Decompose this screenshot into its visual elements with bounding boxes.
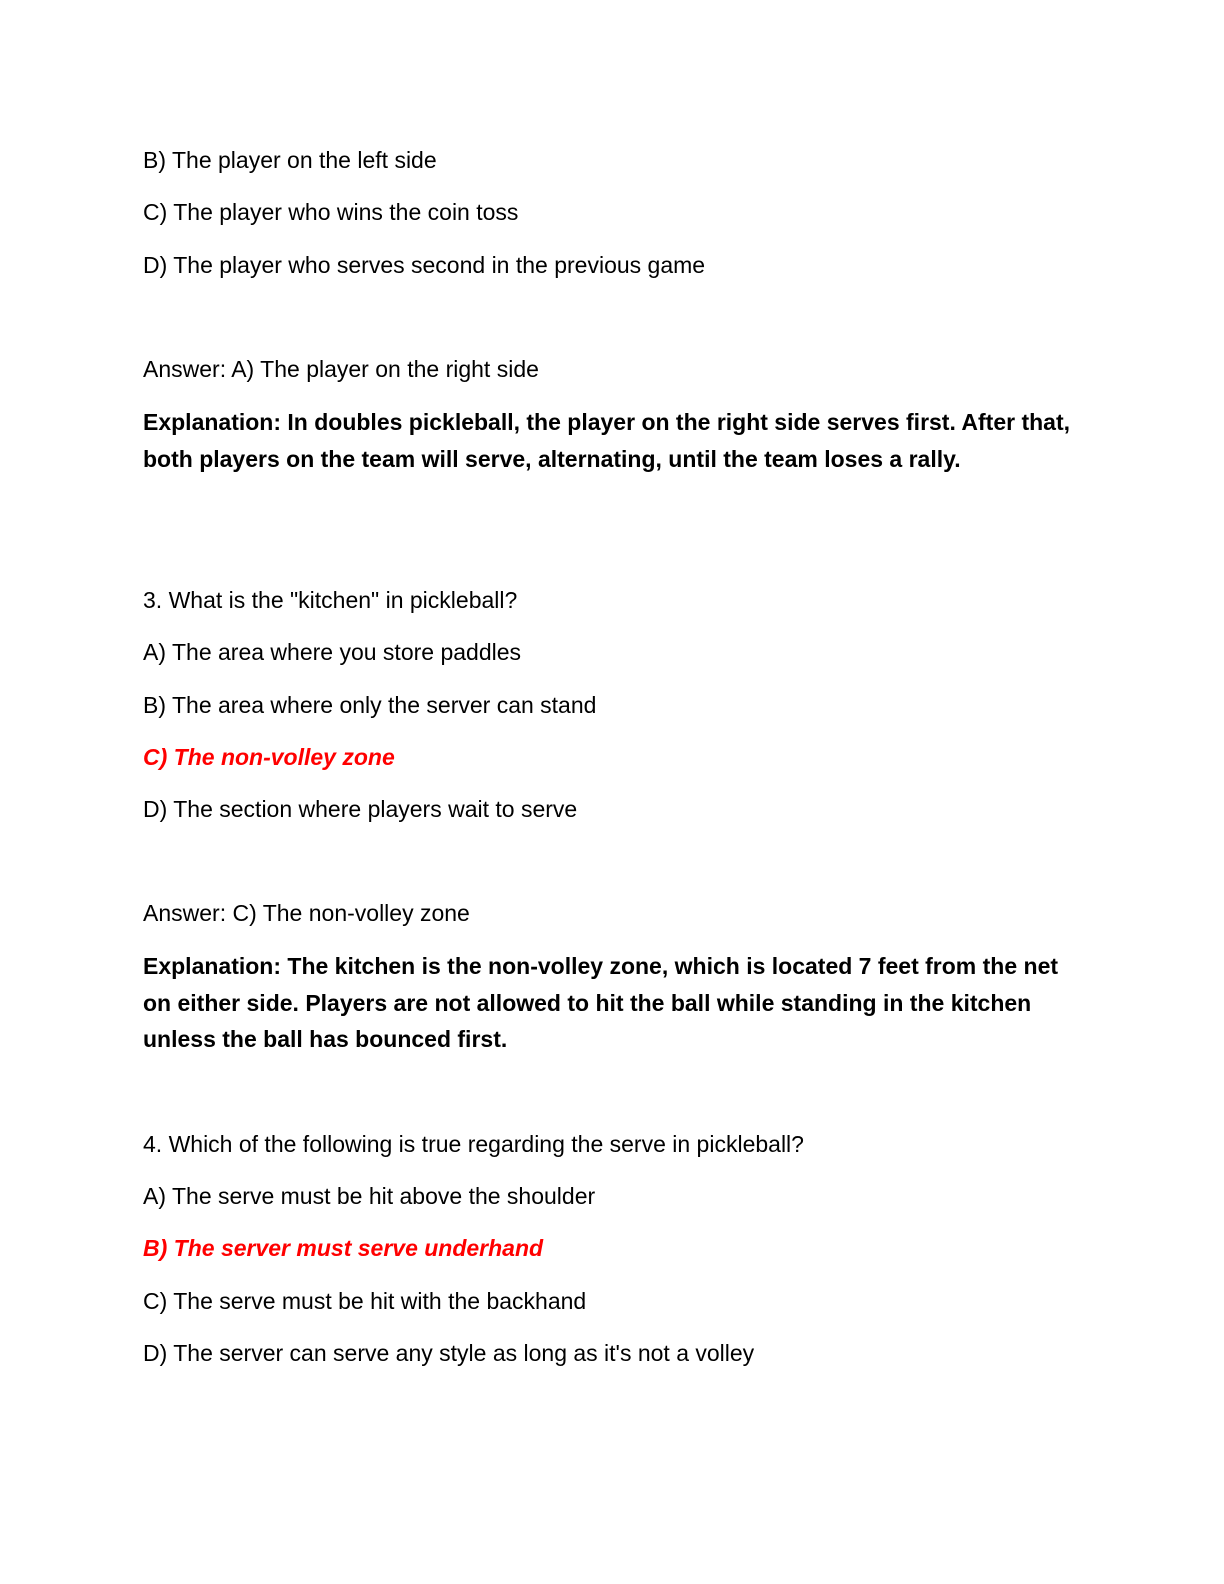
q4-option-c: C) The serve must be hit with the backhand — [143, 1288, 587, 1314]
q4-option-d: D) The server can serve any style as long as it's not a volley — [143, 1340, 755, 1366]
q4-option-a: A) The serve must be hit above the shoulder — [143, 1183, 596, 1209]
q3-option-d: D) The section where players wait to serve — [143, 796, 578, 822]
q3-option-a: A) The area where you store paddles — [143, 639, 522, 665]
q3-explanation: Explanation: The kitchen is the non-volley zone, which is located 7 feet from the net on either side. Players are not allowed to hit the ball while standing in the kitchen unless the ball has bounced first. — [143, 953, 1059, 1052]
q3-question: 3. What is the "kitchen" in pickleball? — [143, 587, 518, 613]
q2-option-b: B) The player on the left side — [143, 147, 437, 173]
q2-option-c: C) The player who wins the coin toss — [143, 199, 519, 225]
q2-option-d: D) The player who serves second in the previous game — [143, 252, 706, 278]
q3-option-b: B) The area where only the server can stand — [143, 692, 597, 718]
q4-option-b-correct: B) The server must serve underhand — [143, 1235, 544, 1261]
q4-question: 4. Which of the following is true regarding the serve in pickleball? — [143, 1131, 804, 1157]
q3-answer: Answer: C) The non-volley zone — [143, 900, 470, 926]
q2-explanation: Explanation: In doubles pickleball, the player on the right side serves first. After that, both players on the team will serve, alternating, until the team loses a rally. — [143, 409, 1071, 472]
q3-option-c-correct: C) The non-volley zone — [143, 744, 395, 770]
q2-answer: Answer: A) The player on the right side — [143, 356, 539, 382]
